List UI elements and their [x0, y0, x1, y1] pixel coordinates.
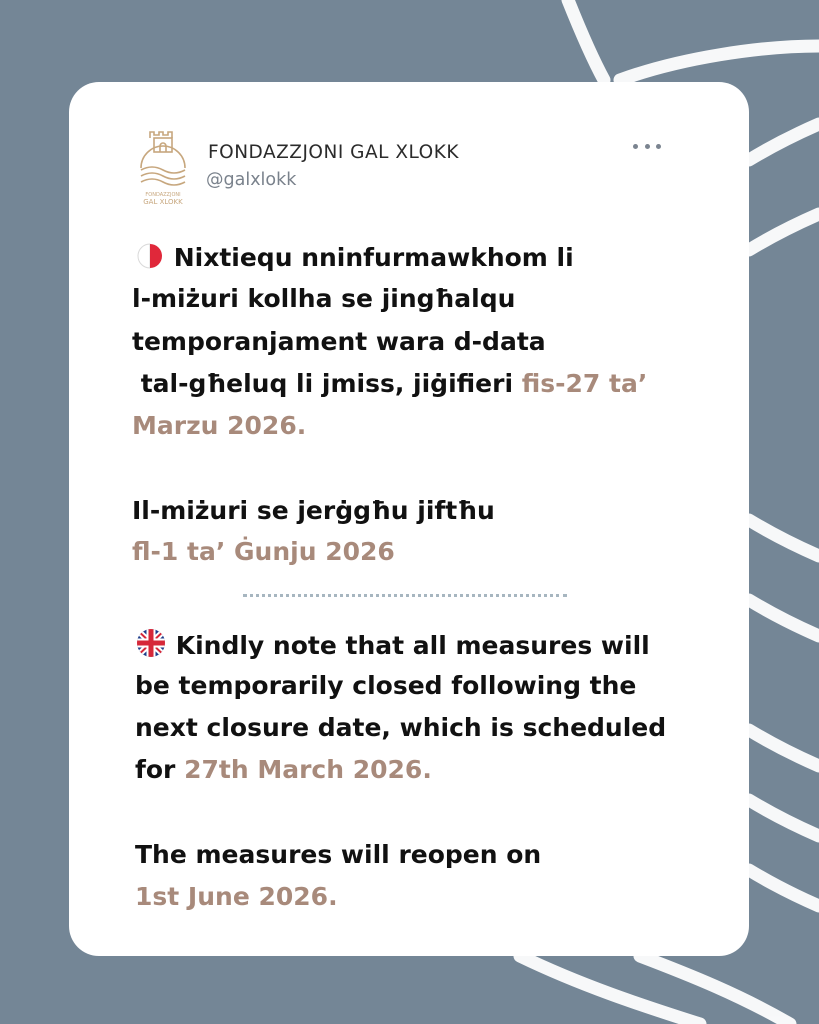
english-text: for — [135, 755, 185, 784]
more-options-icon[interactable] — [633, 136, 661, 156]
reopen-date-highlight: fl-1 ta’ Ġunju 2026 — [132, 537, 395, 566]
maltese-text: Nixtiequ nninfurmawkhom li — [173, 243, 574, 272]
maltese-line-3: temporanjament wara d-data — [132, 327, 546, 356]
closure-date-highlight-en: 27th March 2026. — [184, 755, 432, 784]
english-text: Kindly note that all measures will — [175, 631, 650, 660]
account-name[interactable]: FONDAZZJONI GAL XLOKK — [208, 142, 459, 163]
malta-flag-icon — [135, 242, 165, 270]
maltese-line-4 — [132, 369, 647, 399]
maltese-line-1 — [135, 242, 574, 273]
logo-text-bottom: GAL XLOKK — [143, 198, 183, 206]
uk-flag-icon — [135, 628, 167, 658]
foundation-logo — [133, 126, 193, 206]
maltese-text: tal-għeluq li jmiss, jiġifieri — [132, 369, 522, 398]
logo-text-top: FONDAZZJONI — [145, 192, 181, 198]
maltese-line-2: l-miżuri kollha se jingħalqu — [132, 284, 516, 313]
dotted-divider — [243, 594, 567, 597]
english-line-4 — [135, 755, 432, 785]
english-line-2: be temporarily closed following the — [135, 671, 637, 700]
reopen-date-highlight-en: 1st June 2026. — [135, 882, 338, 911]
english-line-1 — [135, 628, 650, 661]
account-handle[interactable]: @galxlokk — [206, 170, 297, 190]
closure-date-highlight: fis-27 ta’ — [521, 369, 648, 398]
maltese-reopen-line: Il-miżuri se jerġgħu jiftħu — [132, 496, 495, 525]
post-card — [69, 82, 749, 956]
english-line-3: next closure date, which is scheduled — [135, 713, 667, 742]
english-reopen-line: The measures will reopen on — [135, 840, 542, 869]
closure-date-highlight-cont: Marzu 2026. — [132, 411, 307, 440]
